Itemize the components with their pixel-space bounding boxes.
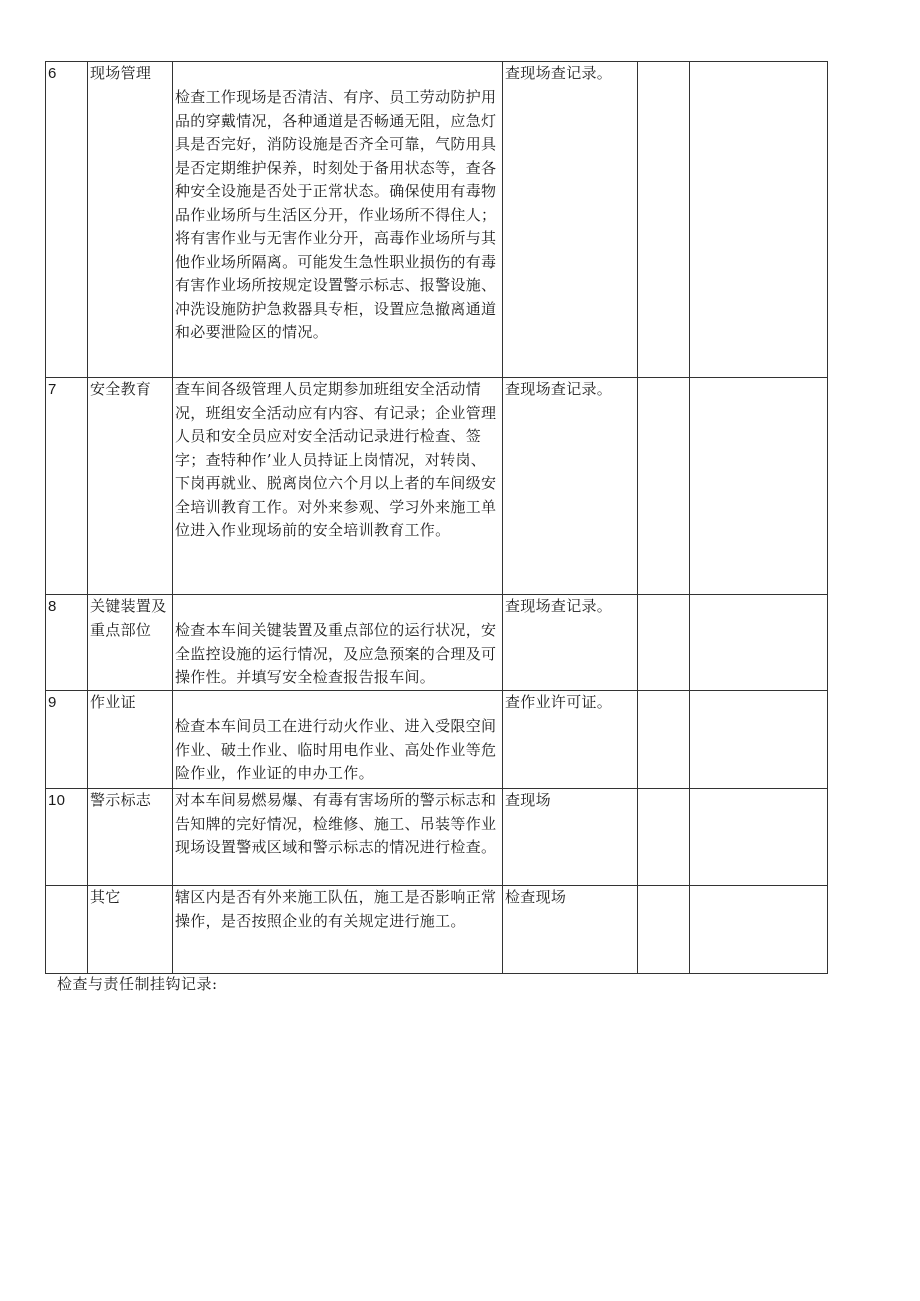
linkage-record-label: 检查与责任制挂钩记录: [57, 975, 218, 993]
result-cell[interactable] [638, 789, 690, 886]
check-method: 查现场查记录。 [503, 62, 638, 378]
remark-cell[interactable] [690, 886, 828, 974]
check-content: 检查本车间员工在进行动火作业、进入受限空间作业、破土作业、临时用电作业、高处作业等危险作业，作业证的申办工作。 [173, 691, 503, 789]
check-content: 查车间各级管理人员定期参加班组安全活动情况，班组安全活动应有内容、有记录；企业管理人员和安全员应对安全活动记录进行检查、签字；查特种作’业人员持证上岗情况，对转岗、下岗再就业、脱离岗位六个月以上者的车间级安全培训教育工作。对外来参观、学习外来施工单位进入作业现场前的安全培训教育工作。 [173, 378, 503, 595]
inspection-table [45, 61, 828, 974]
result-cell[interactable] [638, 595, 690, 691]
table-row [46, 378, 828, 595]
table-row [46, 886, 828, 974]
table-row [46, 595, 828, 691]
table-row [46, 789, 828, 886]
row-number: 9 [46, 691, 88, 789]
remark-cell[interactable] [690, 691, 828, 789]
check-item: 其它 [88, 886, 173, 974]
check-item: 安全教育 [88, 378, 173, 595]
check-method: 查现场查记录。 [503, 378, 638, 595]
check-content: 辖区内是否有外来施工队伍，施工是否影响正常操作，是否按照企业的有关规定进行施工。 [173, 886, 503, 974]
result-cell[interactable] [638, 62, 690, 378]
check-content: 对本车间易燃易爆、有毒有害场所的警示标志和告知牌的完好情况，检维修、施工、吊装等作业现场设置警戒区域和警示标志的情况进行检查。 [173, 789, 503, 886]
table-row [46, 62, 828, 378]
check-item: 现场管理 [88, 62, 173, 378]
check-content: 检查本车间关键装置及重点部位的运行状况，安全监控设施的运行情况，及应急预案的合理及可操作性。并填写安全检查报告报车间。 [173, 595, 503, 691]
check-method: 查作业许可证。 [503, 691, 638, 789]
check-item: 关键装置及重点部位 [88, 595, 173, 691]
row-number: 7 [46, 378, 88, 595]
check-method: 检查现场 [503, 886, 638, 974]
check-content: 检查工作现场是否清洁、有序、员工劳动防护用品的穿戴情况，各种通道是否畅通无阻，应急灯具是否完好，消防设施是否齐全可靠，气防用具是否定期维护保养，时刻处于备用状态等，查各种安全设施是否处于正常状态。确保使用有毒物品作业场所与生活区分开，作业场所不得住人；将有害作业与无害作业分开，高毒作业场所与其他作业场所隔离。可能发生急性职业损伤的有毒有害作业场所按规定设置警示标志、报警设施、冲洗设施防护急救器具专柜，设置应急撤离通道和必要泄险区的情况。 [173, 62, 503, 378]
remark-cell[interactable] [690, 595, 828, 691]
remark-cell[interactable] [690, 62, 828, 378]
result-cell[interactable] [638, 378, 690, 595]
result-cell[interactable] [638, 886, 690, 974]
check-method: 查现场 [503, 789, 638, 886]
row-number: 8 [46, 595, 88, 691]
table-row [46, 691, 828, 789]
check-item: 作业证 [88, 691, 173, 789]
remark-cell[interactable] [690, 789, 828, 886]
remark-cell[interactable] [690, 378, 828, 595]
check-item: 警示标志 [88, 789, 173, 886]
check-method: 查现场查记录。 [503, 595, 638, 691]
row-number: 6 [46, 62, 88, 378]
row-number: 10 [46, 789, 88, 886]
row-number [46, 886, 88, 974]
result-cell[interactable] [638, 691, 690, 789]
